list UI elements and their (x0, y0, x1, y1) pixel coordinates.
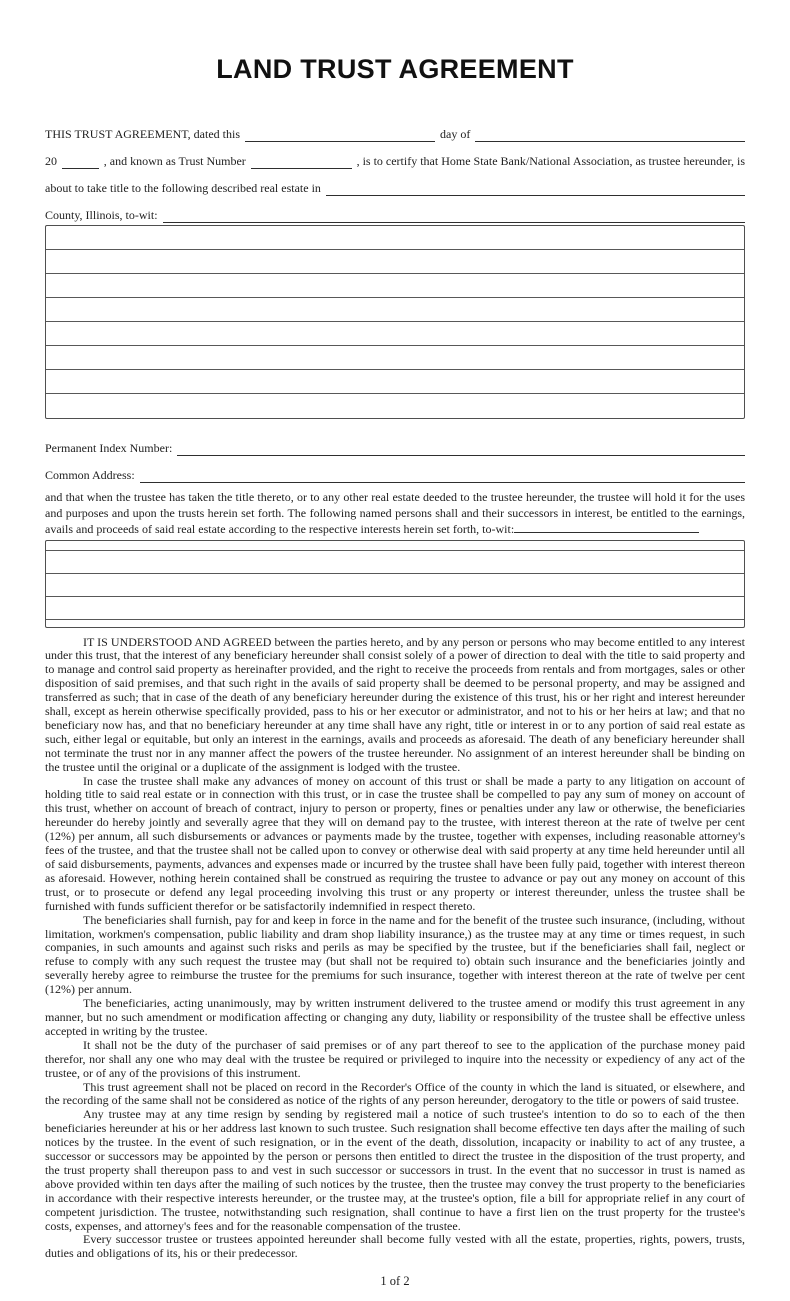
ruled-line (46, 226, 744, 250)
certify-text: , is to certify that Home State Bank/National Association, as trustee hereunder, is (356, 154, 745, 168)
ruled-line (46, 551, 744, 574)
county-towit-blank[interactable] (163, 207, 745, 223)
month-blank[interactable] (475, 126, 745, 142)
body-paragraph: In case the trustee shall make any advances of money on account of this trust or shall be made a party to any litigation on account of holding title to said real estate or in connection with this trust, or in case the trustee shall be compelled to pay any sum of money on account of this trust, whether on account of breach of contract, injury to person or property, fines or penalties under any law or otherwise, the beneficiaries hereunder do hereby jointly and severally agree that they will on demand pay to the trustee, with interest thereon at the rate of twelve per cent (12%) per annum, all such disbursements or advances or payments made by the trustee, together with expenses, including reasonable attorney's fees of the trustee, and that the trustee shall not be called upon to convey or otherwise deal with said property at any time held hereunder until all of said disbursements, payments, advances and expenses made or incurred by the trustee shall have been fully paid, together with interest thereon as aforesaid. However, nothing herein contained shall be construed as requiring the trustee to advance or pay out any money on account of this trust, or to prosecute or defend any legal proceeding involving this trust or any property or interest thereunder, unless the trustee shall be furnished with funds sufficient therefor or be satisfactorily indemnified in respect thereto. (45, 773, 745, 913)
intro-line-2 (45, 142, 745, 169)
intro-line-3 (45, 169, 745, 196)
body-paragraph: It shall not be the duty of the purchaser of said premises or of any part thereof to see to the application of the purchase money paid therefor, nor shall any one who may deal with the trustee be required or privileged to inquire into the necessity or expediency of any act of the trustee, or of any of the provisions of this instrument. (45, 1037, 745, 1080)
common-address-label: Common Address: (45, 468, 135, 482)
year-prefix-text: 20 (45, 154, 57, 168)
body-paragraph: Any trustee may at any time resign by sending by registered mail a notice of such trustee's intention to do so to each of the then beneficiaries hereunder at his or her address last known to such trustee. Such resignation shall become effective ten days after the mailing of such notices by the trustee. In the event of such resignation, or in the event of the death, dissolution, incapacity or inability to act of any trustee, a successor or successors may be appointed by the person or persons then entitled to direct the trustee in the disposition of the trust property, and the trust property shall thereupon pass to and vest in such successor or successors in trust. In the event that no successor in trust is named as above provided within ten days after the mailing of such notices by the trustee, then the trustee may convey the trust property to the beneficiaries in accordance with their respective interests hereunder, or the trustee may, at the trustee's option, file a bill for appropriate relief in any court of competent jurisdiction. The trustee, notwithstanding such resignation, shall continue to have a first lien on the trust property for the trustee's costs, expenses, and attorney's fees and for the reasonable compensation of the trustee. (45, 1107, 745, 1233)
permanent-index-number-row (45, 429, 745, 456)
common-address-blank[interactable] (140, 467, 745, 483)
trust-clause-text: and that when the trustee has taken the title thereto, or to any other real estate deeded to the trustee hereunder, the trustee will hold it for the uses and purposes and upon the trusts herein set forth. The following named persons shall and their successors in interest, be entitled to the earnings, avails and proceeds of said real estate according to the respective interests herein set forth, to-wit: (45, 490, 745, 536)
permanent-index-number-blank[interactable] (177, 440, 745, 456)
take-title-text: about to take title to the following described real estate in (45, 181, 321, 195)
trust-clause-paragraph (45, 490, 745, 538)
day-blank[interactable] (245, 126, 435, 142)
ruled-line (46, 597, 744, 620)
body-paragraph: The beneficiaries shall furnish, pay for and keep in force in the name and for the benefit of the trustee such insurance, (including, without limitation, workmen's compensation, public liability and dram shop liability insurance,) as the trustee may at any time or times request, in such companies, in such amounts and against such risks and perils as may be specified by the trustee, but if the beneficiaries shall fail, neglect or refuse to comply with any such request the trustee may (but shall not be required to) obtain such insurance and the beneficiaries jointly and severally hereby agree to reimburse the trustee for the premiums for such insurance, together with interest thereon at the rate of twelve per cent (12%) per annum. (45, 912, 745, 997)
ruled-line (46, 298, 744, 322)
beneficiary-interests-blank[interactable] (514, 521, 699, 533)
ruled-line (46, 394, 744, 418)
ruled-line (46, 322, 744, 346)
body-paragraph: IT IS UNDERSTOOD AND AGREED between the parties hereto, and by any person or persons who may become entitled to any interest under this trust, that the interest of any beneficiary hereunder shall consist solely of a power of direction to deal with the title to said property and to manage and control said property as hereinafter provided, and the right to receive the proceeds from rentals and from mortgages, sales or other disposition of said premises, and that such right in the avails of said property shall be deemed to be personal property, and may be assigned and transferred as such; that in case of the death of any beneficiary hereunder during the existence of this trust, his or her right and interest hereunder shall, except as herein otherwise specifically provided, pass to his or her executor or administrator, and not to his or her heirs at law; and that no beneficiary now has, and that no beneficiary hereunder at any time shall have any right, title or interest in or to any portion of said real estate as such, either legal or equitable, but only an interest in the earnings, avails and proceeds as aforesaid. The death of any beneficiary hereunder shall not terminate the trust nor in any manner affect the powers of the trustee hereunder. No assignment of an interest hereunder shall be binding on the trustee until the original or a duplicate of the assignment is lodged with the trustee. (45, 634, 745, 774)
common-address-row (45, 456, 745, 483)
legal-description-box[interactable] (45, 225, 745, 419)
intro-line-4 (45, 196, 745, 223)
body-paragraph: Every successor trustee or trustees appointed hereunder shall become fully vested with all the estate, properties, rights, powers, trusts, duties and obligations of its, his or their predecessor. (45, 1232, 745, 1261)
body-paragraph: The beneficiaries, acting unanimously, may by written instrument delivered to the trustee amend or modify this trust agreement in any manner, but no such amendment or modification affecting or changing any duty, liability or responsibility of the trustee shall be effective unless accepted in writing by the trustee. (45, 996, 745, 1038)
intro-line-1 (45, 115, 745, 142)
body-section (45, 636, 745, 1262)
trust-number-blank[interactable] (251, 153, 352, 169)
county-text: County, Illinois, to-wit: (45, 208, 158, 222)
page-number: 1 of 2 (380, 1274, 410, 1289)
beneficiaries-box[interactable] (45, 540, 745, 628)
ruled-line (46, 574, 744, 597)
permanent-index-number-label: Permanent Index Number: (45, 441, 173, 455)
trust-number-prefix-text: , and known as Trust Number (103, 154, 246, 168)
ruled-line (46, 274, 744, 298)
ruled-line (46, 370, 744, 394)
fields-section (45, 429, 745, 483)
page-title: LAND TRUST AGREEMENT (216, 54, 574, 84)
ruled-line (46, 250, 744, 274)
year-blank[interactable] (62, 153, 99, 169)
ruled-line (46, 346, 744, 370)
body-paragraph: This trust agreement shall not be placed on record in the Recorder's Office of the county in which the land is situated, or elsewhere, and the recording of the same shall not be considered as notice of the rights of any person hereunder, derogatory to the title or powers of said trustee. (45, 1079, 745, 1108)
real-estate-location-blank[interactable] (326, 180, 745, 196)
day-of-text: day of (440, 127, 471, 141)
ruled-line (46, 541, 744, 551)
dated-prefix-text: THIS TRUST AGREEMENT, dated this (45, 127, 240, 141)
ruled-line (46, 620, 744, 627)
intro-section (45, 115, 745, 223)
